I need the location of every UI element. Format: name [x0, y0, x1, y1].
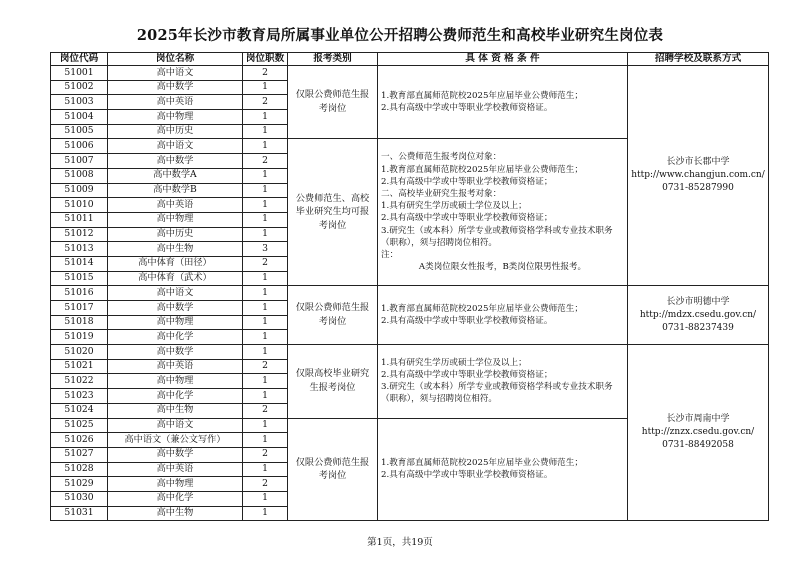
position-code: 51019: [51, 330, 108, 345]
position-count: 2: [243, 447, 288, 462]
position-code: 51021: [51, 359, 108, 374]
school-contact: [628, 66, 769, 286]
school-name: 长沙市明德中学: [666, 296, 730, 307]
position-name: 高中语文: [108, 66, 243, 81]
position-count: 2: [243, 66, 288, 81]
position-count: 1: [243, 198, 288, 213]
position-count: 1: [243, 139, 288, 154]
position-code: 51017: [51, 301, 108, 316]
requirements-cell: [378, 66, 628, 139]
positions-table: [50, 52, 769, 521]
school-contact: [628, 286, 769, 345]
requirement-line: 1.教育部直属师范院校2025年应届毕业公费师范生；: [381, 91, 583, 102]
position-count: 1: [243, 374, 288, 389]
position-code: 51015: [51, 271, 108, 286]
position-code: 51006: [51, 139, 108, 154]
position-count: 2: [243, 256, 288, 271]
position-count: 2: [243, 359, 288, 374]
position-count: 1: [243, 110, 288, 125]
position-count: 2: [243, 95, 288, 110]
position-code: 51027: [51, 447, 108, 462]
position-name: 高中生物: [108, 403, 243, 418]
position-code: 51013: [51, 242, 108, 257]
requirements-cell: [378, 286, 628, 345]
requirement-line: 一、公费师范生报考岗位对象：: [381, 152, 502, 163]
position-name: 高中英语: [108, 198, 243, 213]
position-code: 51020: [51, 345, 108, 360]
position-count: 1: [243, 124, 288, 139]
position-code: 51026: [51, 433, 108, 448]
position-code: 51024: [51, 403, 108, 418]
position-count: 2: [243, 154, 288, 169]
position-name: 高中数学: [108, 154, 243, 169]
requirement-line: 2.具有高级中学或中等职业学校教师资格证；: [381, 370, 553, 381]
position-code: 51030: [51, 491, 108, 506]
school-url[interactable]: http://znzx.csedu.gov.cn/: [641, 427, 755, 438]
requirement-line: 2.具有高级中学或中等职业学校教师资格证；: [381, 213, 553, 224]
position-code: 51025: [51, 418, 108, 433]
position-code: 51022: [51, 374, 108, 389]
position-count: 1: [243, 168, 288, 183]
position-code: 51008: [51, 168, 108, 183]
position-code: 51007: [51, 154, 108, 169]
position-name: 高中化学: [108, 491, 243, 506]
position-code: 51028: [51, 462, 108, 477]
position-name: 高中生物: [108, 242, 243, 257]
exam-category: 仅限公费师范生报考岗位: [288, 418, 378, 521]
position-name: 高中历史: [108, 227, 243, 242]
page-footer: 第1页，共19页: [367, 537, 433, 548]
requirement-line: 1.教育部直属师范院校2025年应届毕业公费师范生；: [381, 303, 583, 314]
position-code: 51005: [51, 124, 108, 139]
header-category: 报考类别: [288, 53, 378, 66]
position-count: 1: [243, 345, 288, 360]
exam-category: 仅限公费师范生报考岗位: [288, 286, 378, 345]
requirement-line: 2.具有高级中学或中等职业学校教师资格证。: [381, 470, 553, 481]
position-name: 高中数学: [108, 345, 243, 360]
position-name: 高中物理: [108, 374, 243, 389]
position-code: 51014: [51, 256, 108, 271]
position-code: 51031: [51, 506, 108, 521]
position-code: 51009: [51, 183, 108, 198]
position-count: 2: [243, 477, 288, 492]
requirement-line: 1.教育部直属师范院校2025年应届毕业公费师范生；: [381, 458, 583, 469]
position-name: 高中历史: [108, 124, 243, 139]
position-name: 高中英语: [108, 95, 243, 110]
requirement-line: A类岗位限女性报考，B类岗位限男性报考。: [418, 262, 587, 273]
school-phone: 0731-88492058: [662, 440, 734, 451]
position-name: 高中数学A: [108, 168, 243, 183]
position-count: 1: [243, 418, 288, 433]
position-count: 3: [243, 242, 288, 257]
requirements-cell: [378, 345, 628, 418]
position-count: 1: [243, 212, 288, 227]
position-code: 51012: [51, 227, 108, 242]
position-code: 51011: [51, 212, 108, 227]
page-title: 2025年长沙市教育局所属事业单位公开招聘公费师范生和高校毕业研究生岗位表: [136, 27, 664, 44]
position-count: 1: [243, 462, 288, 477]
table-row: [51, 286, 769, 301]
position-count: 1: [243, 491, 288, 506]
position-code: 51004: [51, 110, 108, 125]
table-row: [51, 345, 769, 360]
requirement-line: 1.具有研究生学历或硕士学位及以上；: [381, 201, 527, 212]
position-name: 高中英语: [108, 462, 243, 477]
position-name: 高中化学: [108, 389, 243, 404]
school-url[interactable]: http://mdzx.csedu.gov.cn/: [639, 309, 757, 320]
requirement-line: 2.具有高级中学或中等职业学校教师资格证。: [381, 316, 553, 327]
position-name: 高中体育（田径）: [108, 256, 243, 271]
school-phone: 0731-88237439: [662, 322, 734, 333]
position-name: 高中物理: [108, 212, 243, 227]
requirement-line: 1.教育部直属师范院校2025年应届毕业公费师范生；: [381, 164, 583, 175]
position-code: 51023: [51, 389, 108, 404]
school-name: 长沙市周南中学: [666, 414, 730, 425]
position-code: 51003: [51, 95, 108, 110]
position-code: 51016: [51, 286, 108, 301]
position-name: 高中数学: [108, 80, 243, 95]
position-name: 高中生物: [108, 506, 243, 521]
position-count: 1: [243, 227, 288, 242]
position-code: 51018: [51, 315, 108, 330]
position-name: 高中语文: [108, 139, 243, 154]
position-count: 1: [243, 80, 288, 95]
position-count: 1: [243, 271, 288, 286]
position-count: 1: [243, 315, 288, 330]
header-code: 岗位代码: [51, 53, 108, 66]
position-code: 51002: [51, 80, 108, 95]
position-count: 1: [243, 183, 288, 198]
requirement-line: 1.具有研究生学历或硕士学位及以上；: [381, 357, 527, 368]
position-name: 高中语文: [108, 418, 243, 433]
header-name: 岗位名称: [108, 53, 243, 66]
position-name: 高中数学: [108, 301, 243, 316]
exam-category: 仅限高校毕业研究生报考岗位: [288, 345, 378, 418]
position-name: 高中物理: [108, 477, 243, 492]
requirement-line: 二、高校毕业研究生报考对象：: [381, 188, 502, 199]
school-url[interactable]: http://www.changjun.com.cn/: [631, 170, 765, 181]
header-count: 岗位职数: [243, 53, 288, 66]
exam-category: 仅限公费师范生报考岗位: [288, 66, 378, 139]
header-requirements: 具 体 资 格 条 件: [378, 53, 628, 66]
position-count: 1: [243, 330, 288, 345]
table-row: [51, 66, 769, 81]
requirement-line: 3.研究生（或本科）所学专业或教师资格学科或专业技术职务（职称），须与招聘岗位相符。: [381, 225, 613, 248]
position-count: 2: [243, 403, 288, 418]
position-count: 1: [243, 286, 288, 301]
requirements-cell: [378, 139, 628, 286]
position-count: 1: [243, 389, 288, 404]
position-count: 1: [243, 301, 288, 316]
position-name: 高中体育（武术）: [108, 271, 243, 286]
school-phone: 0731-85287990: [662, 183, 734, 194]
position-name: 高中数学: [108, 447, 243, 462]
requirement-line: 3.研究生（或本科）所学专业或教师资格学科或专业技术职务（职称），须与招聘岗位相符。: [381, 382, 613, 405]
position-count: 1: [243, 506, 288, 521]
requirement-line: 注：: [381, 249, 399, 260]
school-contact: [628, 345, 769, 521]
position-code: 51029: [51, 477, 108, 492]
position-name: 高中物理: [108, 315, 243, 330]
position-name: 高中语文: [108, 286, 243, 301]
position-count: 1: [243, 433, 288, 448]
school-name: 长沙市长郡中学: [666, 157, 730, 168]
position-name: 高中语文（兼公文写作）: [108, 433, 243, 448]
position-name: 高中物理: [108, 110, 243, 125]
position-code: 51010: [51, 198, 108, 213]
position-name: 高中英语: [108, 359, 243, 374]
requirement-line: 2.具有高级中学或中等职业学校教师资格证；: [381, 176, 553, 187]
exam-category: 公费师范生、高校毕业研究生均可报考岗位: [288, 139, 378, 286]
header-school: 招聘学校及联系方式: [628, 53, 769, 66]
table-header-row: [51, 53, 769, 66]
requirements-cell: [378, 418, 628, 521]
position-name: 高中数学B: [108, 183, 243, 198]
requirement-line: 2.具有高级中学或中等职业学校教师资格证。: [381, 103, 553, 114]
position-name: 高中化学: [108, 330, 243, 345]
position-code: 51001: [51, 66, 108, 81]
